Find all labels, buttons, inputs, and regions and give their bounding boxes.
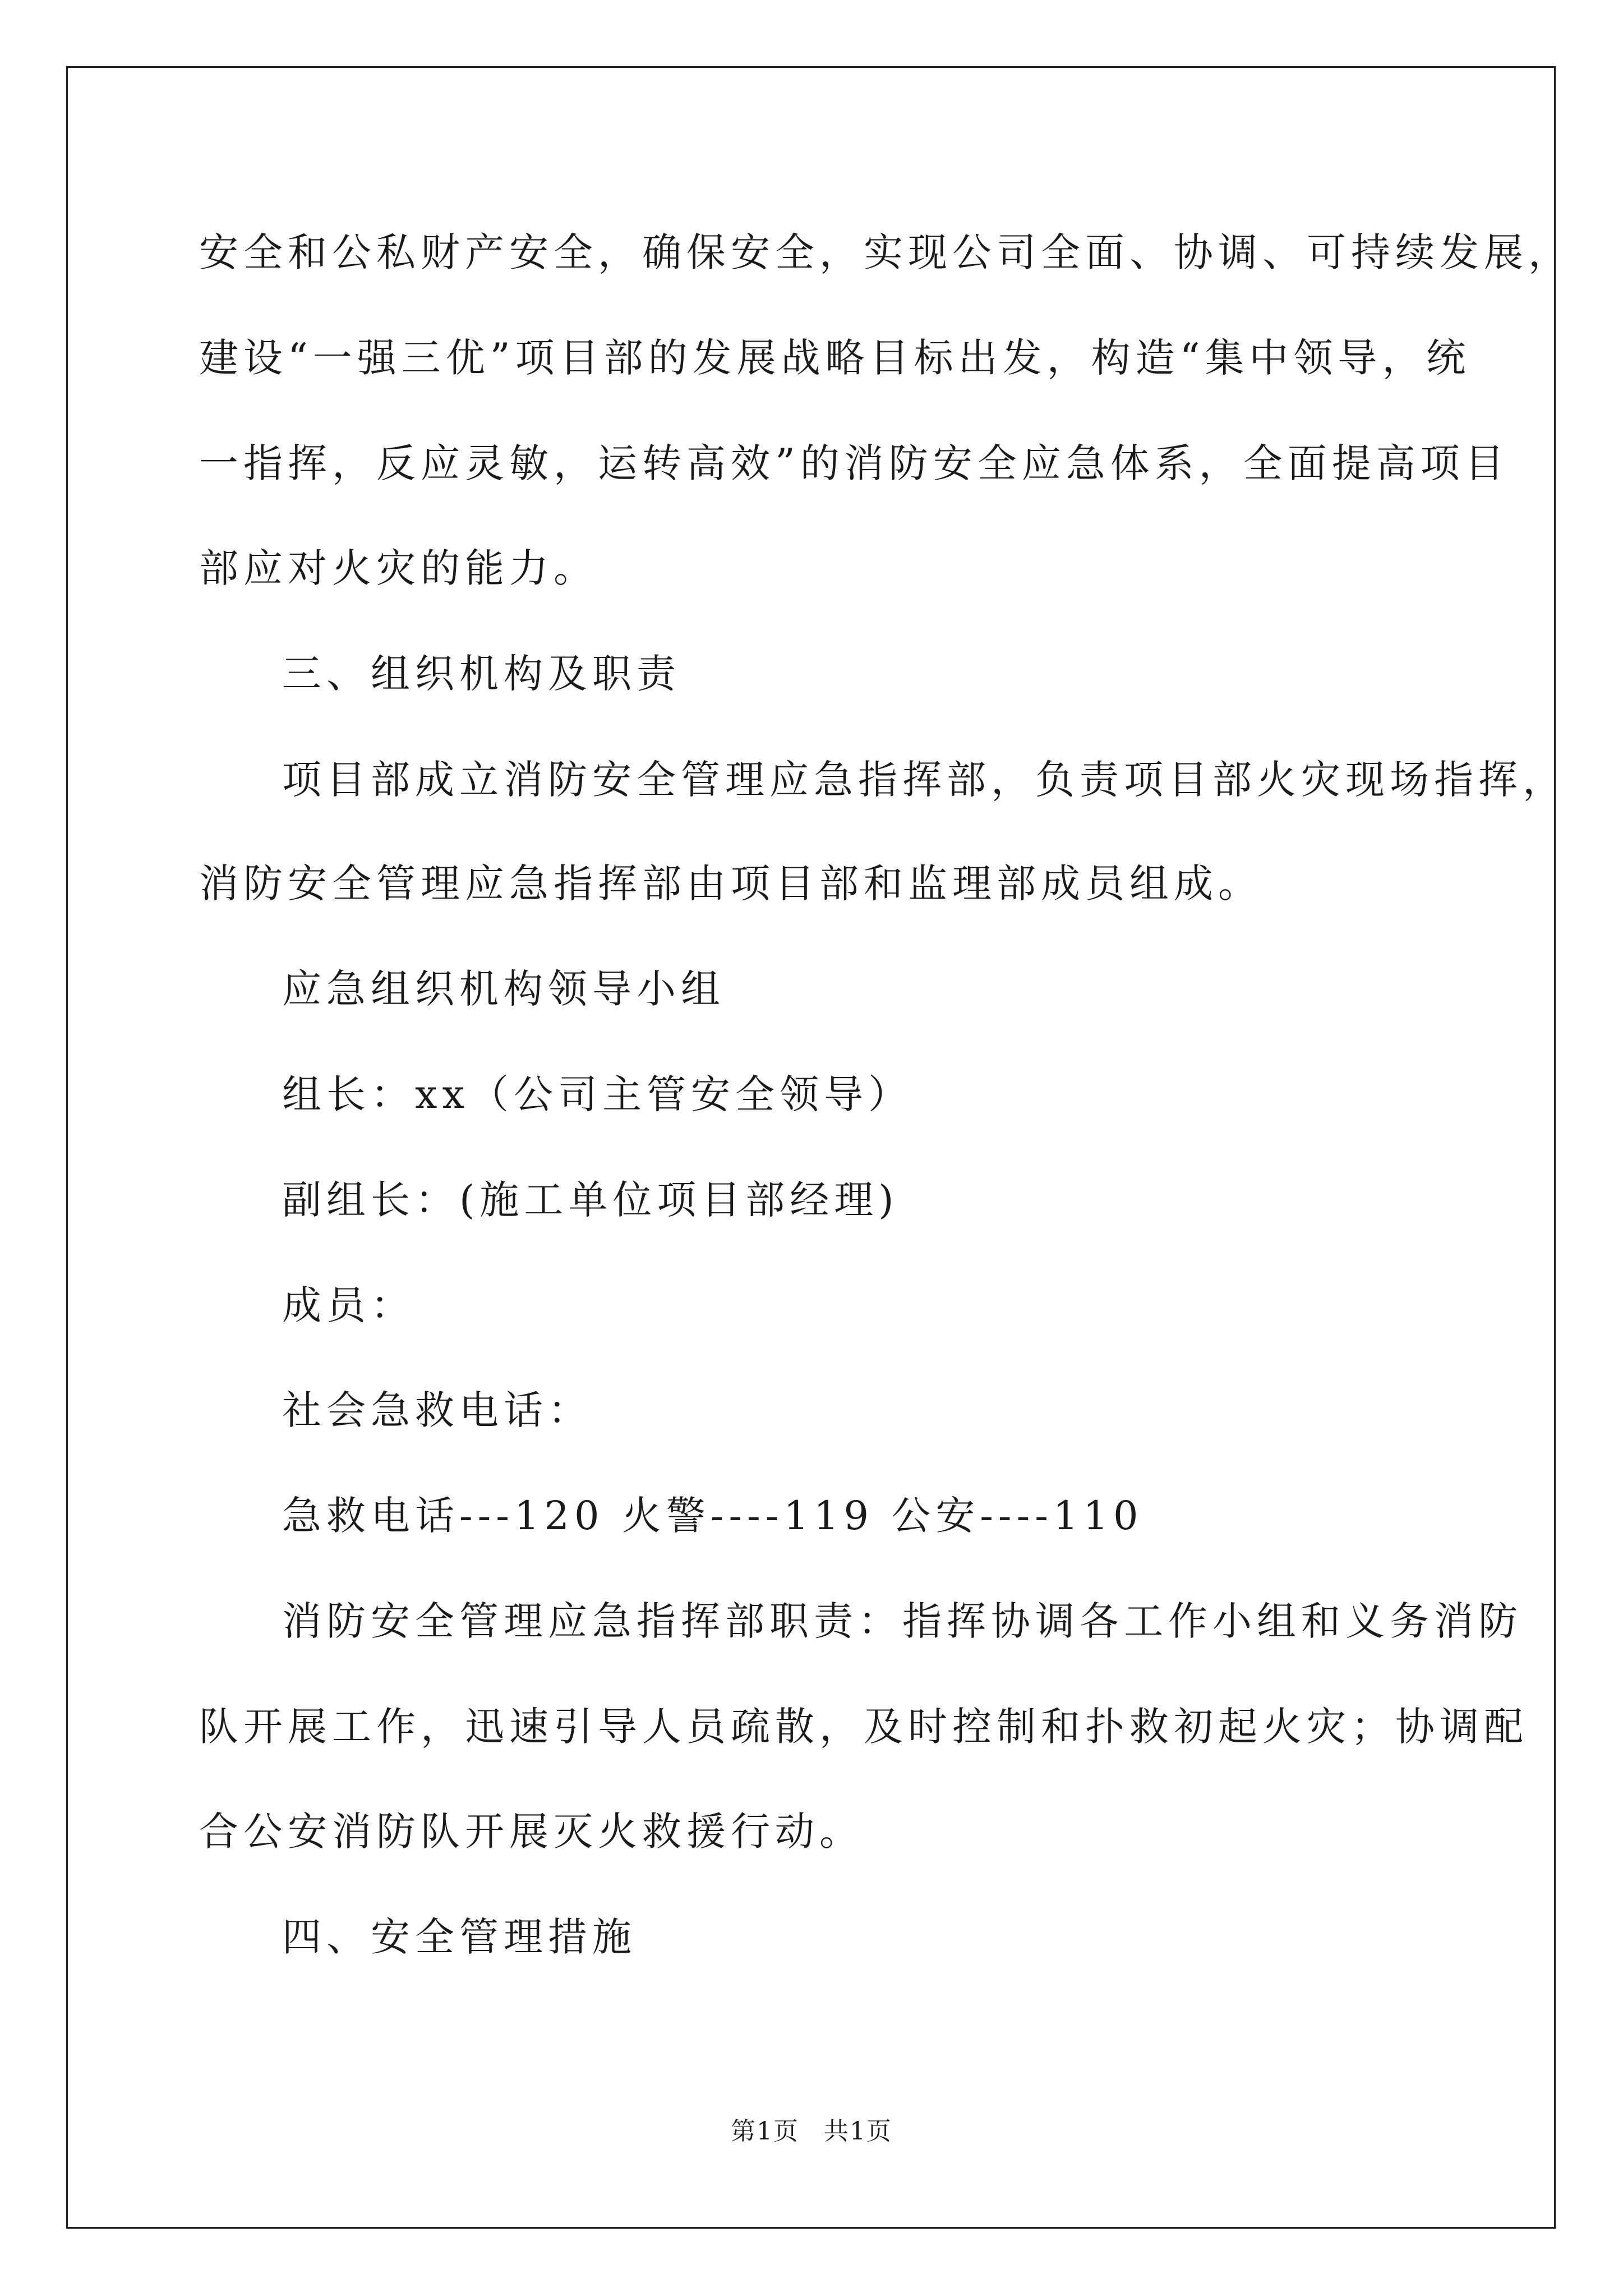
text-line: 副组长：(施工单位项目部经理) (282, 1177, 899, 1223)
text-line: 项目部成立消防安全管理应急指挥部，负责项目部火灾现场指挥， (282, 757, 1567, 803)
text-line: 成员： (282, 1282, 415, 1328)
text-line: 队开展工作，迅速引导人员疏散，及时控制和扑救初起火灾；协调配 (199, 1704, 1528, 1750)
text-line: 部应对火灾的能力。 (199, 545, 598, 591)
page-footer (0, 2115, 1623, 2148)
section-heading: 四、安全管理措施 (282, 1914, 637, 1960)
text-line: 应急组织机构领导小组 (282, 966, 725, 1012)
text-line: 组长：xx（公司主管安全领导） (282, 1071, 912, 1117)
text-line: 一指挥，反应灵敏，运转高效”的消防安全应急体系，全面提高项目 (199, 440, 1509, 486)
text-line: 消防安全管理应急指挥部职责：指挥协调各工作小组和义务消防 (282, 1598, 1523, 1644)
page-number-total: 共1页 (824, 2117, 892, 2146)
text-line: 社会急救电话： (282, 1387, 592, 1433)
text-line: 安全和公私财产安全，确保安全，实现公司全面、协调、可持续发展， (199, 229, 1573, 275)
text-line: 建设“一强三优”项目部的发展战略目标出发，构造“集中领导，统 (199, 335, 1471, 381)
text-line: 消防安全管理应急指挥部由项目部和监理部成员组成。 (199, 861, 1262, 907)
page-border (66, 66, 1556, 2229)
page-number-current: 第1页 (731, 2117, 799, 2146)
text-line: 合公安消防队开展灭火救援行动。 (199, 1809, 864, 1855)
text-line: 急救电话---120 火警----119 公安----110 (282, 1493, 1144, 1539)
section-heading: 三、组织机构及职责 (282, 651, 681, 697)
